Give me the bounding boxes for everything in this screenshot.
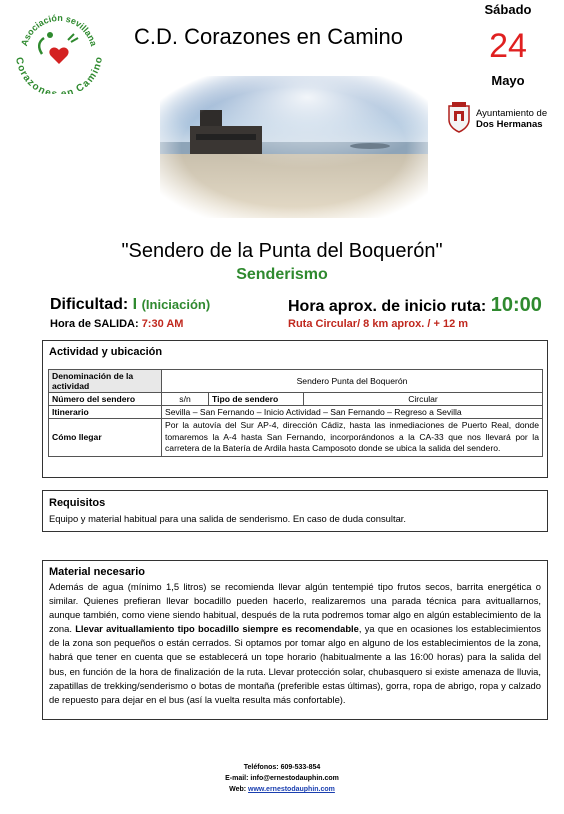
footer-web — [0, 784, 564, 795]
directions-value: Por la autovía del Sur AP-4, dirección Cádiz, hasta las inmediaciones de Puerto Real, donde tomaremos la A-4 hasta San Fernando, incorporándonos a la CA-33 que nos llevará por la carretera de la Batería de Ardila hasta Camposoto donde se ubica la salida del sendero. — [162, 419, 543, 457]
activity-table — [48, 369, 543, 457]
start-time — [288, 294, 542, 317]
club-logo — [16, 8, 102, 94]
departure-time: 7:30 AM — [141, 318, 184, 330]
svg-text:Asociación sevillana — [19, 13, 99, 48]
activity-name-value: Sendero Punta del Boquerón — [162, 370, 543, 393]
start-time-value: 10:00 — [490, 294, 542, 316]
email-value[interactable]: info@ernestodauphin.com — [250, 775, 339, 782]
day-number: 24 — [489, 27, 527, 65]
council-line2: Dos Hermanas — [476, 119, 543, 130]
requirements-section — [42, 490, 548, 532]
difficulty-desc: (Iniciación) — [141, 297, 211, 312]
requirements-text: Equipo y material habitual para una salida de senderismo. En caso de duda consultar. — [49, 513, 406, 524]
date-block — [468, 2, 548, 88]
material-text-bold: Llevar avituallamiento tipo bocadillo siempre es recomendable — [75, 623, 359, 635]
itinerary-value: Sevilla – San Fernando – Inicio Actividad – San Fernando – Regreso a Sevilla — [162, 406, 543, 419]
activity-heading: Actividad y ubicación — [49, 346, 163, 358]
footer — [0, 762, 564, 795]
activity-type: Senderismo — [236, 266, 328, 283]
council-crest-icon — [446, 100, 472, 139]
table-row — [49, 419, 543, 457]
club-title: C.D. Corazones en Camino — [134, 24, 404, 49]
difficulty — [50, 296, 210, 314]
trail-number-label: Número del sendero — [49, 393, 162, 406]
phone-value: 609-533-854 — [280, 764, 321, 771]
footer-email — [0, 773, 564, 784]
material-text — [49, 580, 541, 707]
table-row — [49, 393, 543, 406]
activity-section — [42, 340, 548, 478]
material-text-part1: Además de agua (mínimo 1,5 litros) se recomienda llevar algún tentempié tipo frutos secos, barrita energética o similar. Quienes prefieran llevar bocadillo pueden hacerlo, realizaremos una parada técnica para avituallarnos, aunque también, como viene siendo habitual, después de la ruta podremos tomar algo en algún establecimiento de la zona. — [49, 581, 541, 635]
material-section — [42, 560, 548, 720]
requirements-heading: Requisitos — [49, 497, 106, 509]
material-text-part2: , ya que en ocasiones los establecimientos de la zona son pequeños o están cerrados. Si optamos por tomar algo en alguno de los establecimientos de la zona, habrá que tener en cuenta que se establecerá un tope horario (habitualmente a las 16:00 horas) para la salida del bus, en función de la hora de finalización de la ruta. Llevar protección solar, chubasquero si existe amenaza de lluvia, zapatillas de trekking/senderismo o botas de montaña (preferible estas últimas), gorra, ropa de abrigo, ropa y calzado de repuesto para dejar en el bus (así la vuelta resulta más confortable). — [49, 623, 541, 705]
month: Mayo — [491, 73, 525, 88]
beach-photo — [160, 76, 428, 218]
departure — [50, 318, 183, 330]
route-info: Ruta Circular/ 8 km aprox. / + 12 m — [288, 318, 469, 330]
council-line1: Ayuntamiento de — [476, 108, 548, 119]
council-name — [476, 108, 547, 130]
table-row — [49, 370, 543, 393]
phone-label: Teléfonos: — [243, 764, 279, 771]
material-heading: Material necesario — [49, 566, 145, 578]
activity-name-label: Denominación de la actividad — [49, 370, 162, 393]
day-of-week: Sábado — [484, 2, 532, 17]
footer-phone — [0, 762, 564, 773]
trail-type-label: Tipo de sendero — [209, 393, 304, 406]
itinerary-label: Itinerario — [49, 406, 162, 419]
route-title: "Sendero de la Punta del Boquerón" — [121, 240, 443, 262]
departure-label: Hora de SALIDA: — [50, 318, 139, 330]
web-label: Web: — [229, 786, 247, 793]
web-link[interactable]: www.ernestodauphin.com — [248, 786, 335, 793]
start-time-label: Hora aprox. de inicio ruta: — [288, 298, 487, 315]
trail-type-value: Circular — [304, 393, 543, 406]
difficulty-label: Dificultad: — [50, 296, 129, 313]
logo-text-bottom: orazone n Cami — [16, 63, 101, 94]
trail-number-value: s/n — [162, 393, 209, 406]
table-row — [49, 406, 543, 419]
directions-label: Cómo llegar — [49, 419, 162, 457]
email-label: E-mail: — [225, 775, 249, 782]
difficulty-level: I — [132, 296, 138, 313]
logo-text-top: Asociación sevillana — [19, 12, 99, 48]
